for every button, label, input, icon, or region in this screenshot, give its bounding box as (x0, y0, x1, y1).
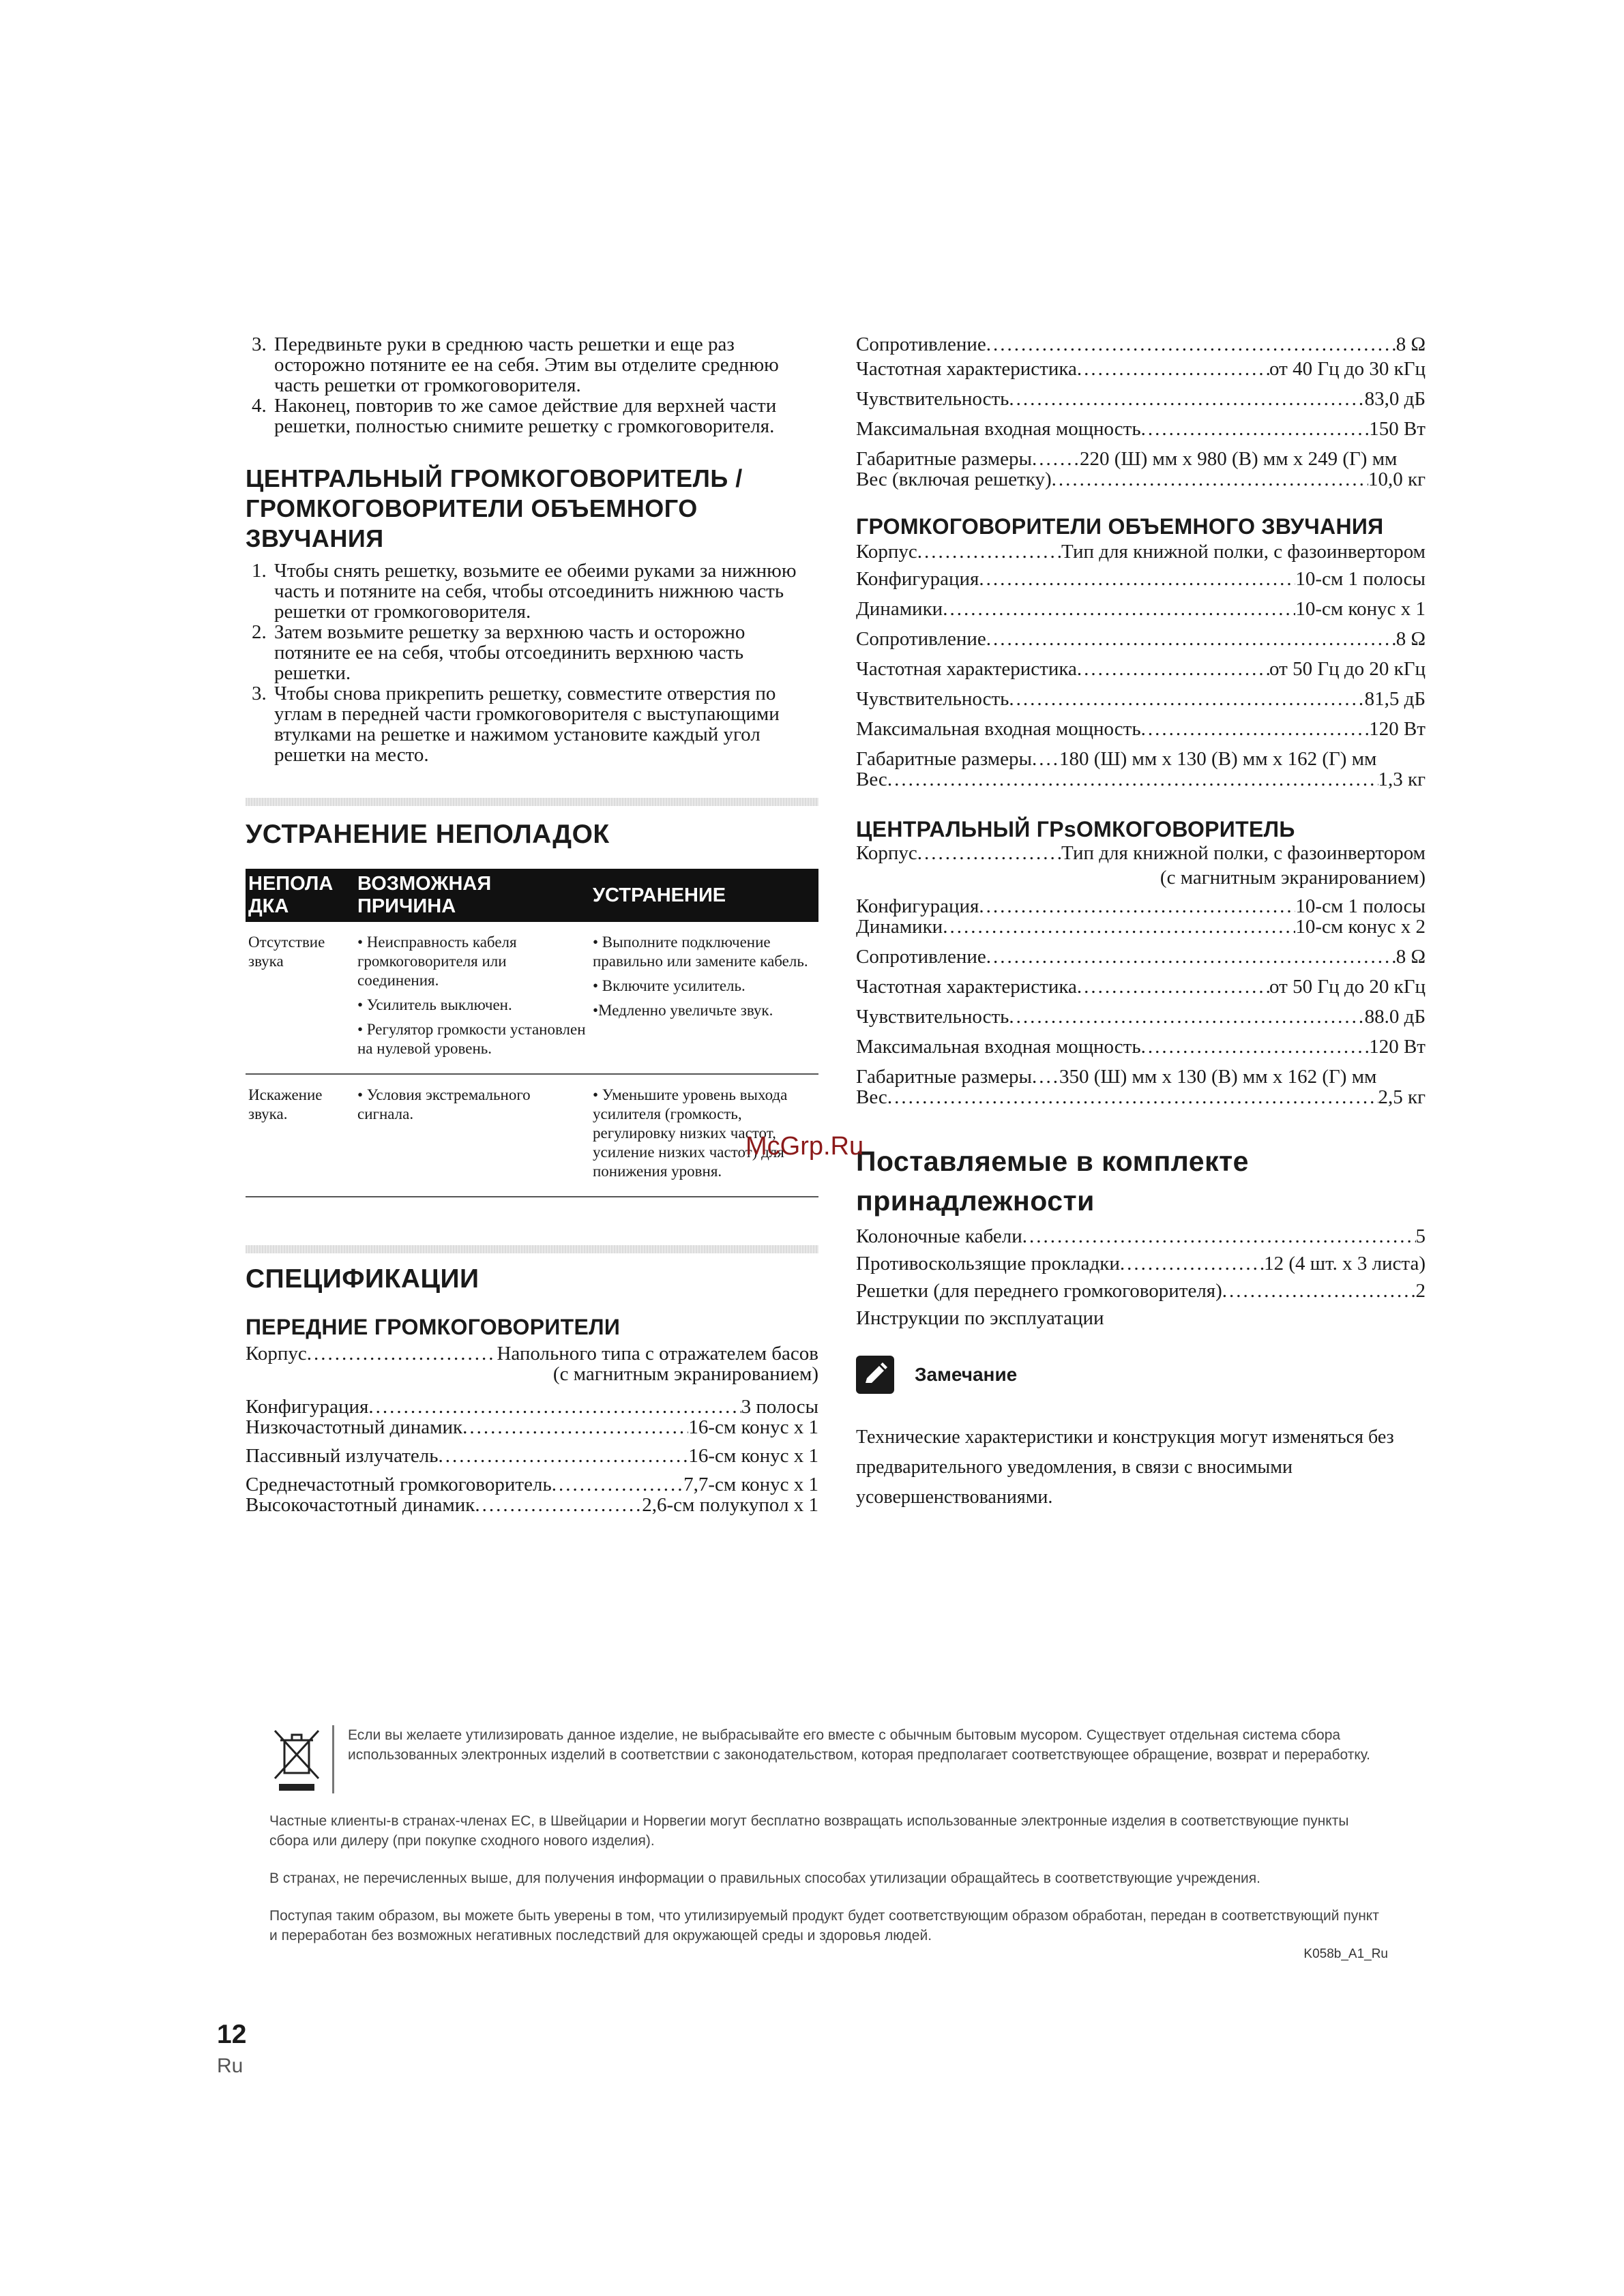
spec-value: 5 (1415, 1225, 1426, 1247)
spec-row (856, 1226, 1426, 1247)
troubleshooting-table (246, 869, 818, 1197)
front-spec-continued (856, 334, 1426, 490)
spec-row (856, 916, 1426, 937)
spec-label: Чувствительность (856, 688, 1009, 710)
spec-row (856, 1253, 1426, 1274)
spec-label: Частотная характеристика (856, 358, 1077, 380)
spec-value: 180 (Ш) мм x 130 (В) мм x 162 (Г) мм (1059, 748, 1377, 770)
spec-label: Низкочастотный динамик (246, 1416, 463, 1438)
spec-value: 10-см конус x 2 (1295, 916, 1426, 938)
center-speaker-heading: ЦЕНТРАЛЬНЫЙ ГРsОМКОГОВОРИТЕЛЬ (856, 817, 1295, 841)
spec-value: 3 полосы (741, 1396, 818, 1418)
spec-value: 16-см конус x 1 (688, 1445, 818, 1467)
remedy-cell (590, 922, 818, 1074)
spec-label: Сопротивление (856, 628, 986, 650)
note-text: Технические характеристики и конструкция могут изменяться без предварительного уведомления, в связи с вносимыми усовершенствованиями. (856, 1427, 1394, 1508)
cause-item: • Неисправность кабеля громкоговорителя или соединения. (357, 934, 517, 989)
spec-continuation: (с магнитным экранированием) (1160, 867, 1426, 889)
step-item: 3. Чтобы снова прикрепить решетку, совместите отверстия по углам в передней части громкоговорителя с выступающими втулками на решетке и нажимом установите каждый угол решетки на место. (271, 683, 818, 765)
spec-label: Частотная характеристика (856, 658, 1077, 680)
spec-continuation: (с магнитным экранированием) (552, 1363, 818, 1385)
step-item: 4. Наконец, повторив то же самое действие для верхней части решетки, полностью снимите решетку с громкоговорителя. (271, 396, 818, 436)
table-header-row (246, 869, 818, 922)
spec-row (856, 569, 1426, 589)
front-speakers-heading: ПЕРЕДНИЕ ГРОМКОГОВОРИТЕЛИ (246, 1315, 621, 1339)
spec-row (856, 419, 1426, 439)
spec-value: 2,6-см полукупол x 1 (642, 1494, 818, 1516)
spec-row (856, 449, 1426, 469)
table-row (246, 1074, 818, 1197)
spec-label: Динамики (856, 598, 943, 620)
spec-label: Вес (856, 1086, 887, 1108)
spec-label: Пассивный излучатель (246, 1445, 439, 1467)
cause-item: • Регулятор громкости установлен на нулевой уровень. (357, 1021, 586, 1057)
spec-label: Габаритные размеры (856, 448, 1032, 470)
spec-label: Решетки (для переднего громкоговорителя) (856, 1280, 1222, 1302)
spec-value: 8 Ω (1396, 333, 1426, 355)
spec-row (856, 719, 1426, 739)
spec-value: 1,3 кг (1378, 769, 1426, 790)
spec-label: Корпус (856, 541, 917, 563)
remedy-item: •Медленно увеличьте звук. (593, 1002, 773, 1019)
spec-label: Чувствительность (856, 1006, 1009, 1028)
spec-value: 150 Вт (1369, 418, 1426, 440)
spec-value: 220 (Ш) мм x 980 (В) мм x 249 (Г) мм (1079, 448, 1398, 470)
spec-value: 2,5 кг (1378, 1086, 1426, 1108)
spec-label: Чувствительность (856, 388, 1009, 410)
spec-row (856, 629, 1426, 649)
remedy-item: • Уменьшите уровень выхода усилителя (громкость, регулировку низких частот, усиление низких частот) для понижения уровня. (593, 1086, 788, 1180)
problem-cell: Искажение звука. (246, 1074, 355, 1197)
spec-value: от 50 Гц до 20 кГц (1269, 976, 1426, 998)
section-divider (246, 1245, 818, 1253)
cause-cell (355, 922, 590, 1074)
spec-row (856, 359, 1426, 379)
problem-cell: Отсутствие звука (246, 922, 355, 1074)
spec-label: Инструкции по эксплуатации (856, 1307, 1104, 1329)
spec-value: 7,7-см конус x 1 (683, 1474, 818, 1495)
spec-row (856, 1007, 1426, 1027)
spec-label: Корпус (856, 842, 917, 864)
spec-row (246, 1446, 818, 1466)
recycling-boxed-text: Если вы желаете утилизировать данное изделие, не выбрасывайте его вместе с обычным бытовым мусором. Существует отдельная система сбора использованных электронных изделий в соответствии с законодательством, которая предполагает соответствующее обращение, возврат и переработку. (348, 1727, 1370, 1763)
grille-removal-steps (246, 334, 818, 436)
spec-value: Напольного типа с отражателем басов (497, 1343, 818, 1365)
spec-value: 10,0 кг (1368, 468, 1426, 490)
language-code: Ru (217, 2055, 243, 2077)
document-code: K058b_A1_Ru (1303, 1947, 1388, 1961)
center-spec-list (856, 843, 1426, 1107)
spec-value: 83,0 дБ (1364, 388, 1426, 410)
right-column (856, 334, 1426, 1512)
spec-row (856, 1087, 1426, 1107)
remedy-item: • Выполните подключение правильно или замените кабель. (593, 934, 808, 970)
spec-value: 12 (4 шт. x 3 листа) (1264, 1253, 1426, 1274)
recycling-box (269, 1725, 1388, 1793)
spec-row (856, 689, 1426, 709)
spec-value: от 50 Гц до 20 кГц (1269, 658, 1426, 680)
spec-row (856, 1067, 1426, 1087)
spec-label: Сопротивление (856, 946, 986, 968)
troubleshooting-heading: УСТРАНЕНИЕ НЕПОЛАДОК (246, 820, 610, 849)
spec-row (856, 469, 1426, 490)
spec-label: Вес (включая решетку) (856, 468, 1052, 490)
spec-row (246, 1474, 818, 1495)
cause-cell (355, 1074, 590, 1197)
col-header-cause: ВОЗМОЖНАЯ ПРИЧИНА (355, 869, 590, 922)
spec-value: 120 Вт (1369, 718, 1426, 740)
spec-row (856, 976, 1426, 997)
recycling-notice (269, 1725, 1388, 1962)
accessories-heading: Поставляемые в комплекте принадлежности (856, 1146, 1249, 1217)
spec-label: Конфигурация (856, 568, 979, 590)
left-column (246, 334, 818, 1515)
spec-value: 350 (Ш) мм x 130 (В) мм x 162 (Г) мм (1059, 1066, 1377, 1088)
spec-label: Максимальная входная мощность (856, 418, 1141, 440)
surround-speakers-heading: ГРОМКОГОВОРИТЕЛИ ОБЪЕМНОГО ЗВУЧАНИЯ (856, 514, 1384, 539)
spec-value: Тип для книжной полки, с фазоинвертором (1061, 541, 1426, 563)
surround-spec-list (856, 541, 1426, 790)
watermark: McGrp.Ru (745, 1132, 864, 1161)
spec-row (856, 659, 1426, 679)
spec-row (246, 1495, 818, 1515)
spec-label: Вес (856, 769, 887, 790)
table-row (246, 922, 818, 1074)
spec-row (856, 769, 1426, 790)
spec-row (856, 389, 1426, 409)
col-header-problem: НЕПОЛА ДКА (246, 869, 355, 922)
note-header (856, 1356, 1426, 1394)
note-title: Замечание (915, 1364, 1018, 1385)
spec-value: 10-см 1 полосы (1295, 568, 1426, 590)
spec-row (856, 1037, 1426, 1057)
spec-row (246, 1417, 818, 1437)
spec-label: Частотная характеристика (856, 976, 1077, 998)
col-header-remedy: УСТРАНЕНИЕ (590, 869, 818, 922)
spec-label: Максимальная входная мощность (856, 718, 1141, 740)
spec-label: Конфигурация (856, 895, 979, 917)
spec-label: Противоскользящие прокладки (856, 1253, 1120, 1274)
spec-row (856, 599, 1426, 619)
spec-value: 120 Вт (1369, 1036, 1426, 1058)
spec-value: 16-см конус x 1 (688, 1416, 818, 1438)
spec-value: от 40 Гц до 30 кГц (1269, 358, 1426, 380)
spec-row (856, 1281, 1426, 1301)
center-surround-steps (246, 561, 818, 765)
spec-value: 2 (1415, 1280, 1426, 1302)
spec-label: Габаритные размеры (856, 748, 1032, 770)
spec-label: Габаритные размеры (856, 1066, 1032, 1088)
section-divider (246, 798, 818, 806)
spec-value: 10-см конус x 1 (1295, 598, 1426, 620)
step-item: 1. Чтобы снять решетку, возьмите ее обеими руками за нижнюю часть и потяните на себя, чтобы отсоединить нижнюю часть решетки от громкоговорителя. (271, 561, 818, 622)
step-item: 2. Затем возьмите решетку за верхнюю часть и осторожно потяните ее на себя, чтобы отсоединить верхнюю часть решетки. (271, 622, 818, 683)
page-footer (217, 2020, 246, 2078)
remedy-item: • Включите усилитель. (593, 977, 745, 994)
spec-label: Корпус (246, 1343, 307, 1365)
spec-label: Сопротивление (856, 333, 986, 355)
pencil-icon (856, 1356, 894, 1394)
spec-row (856, 896, 1426, 916)
spec-row (856, 843, 1426, 863)
spec-label: Высокочастотный динамик (246, 1494, 475, 1516)
spec-label: Конфигурация (246, 1396, 369, 1418)
page-number: 12 (217, 2020, 247, 2049)
spec-label: Среднечастотный громкоговоритель (246, 1474, 552, 1495)
recycling-paragraph: В странах, не перечисленных выше, для получения информации о правильных способах утилизации обращайтесь в соответствующие учреждения. (269, 1870, 1260, 1886)
recycling-paragraph: Поступая таким образом, вы можете быть уверены в том, что утилизируемый продукт будет соответствующим образом обработан, передан в соответствующий пункт и переработан без возможных негативных последствий для окружающей среды и здоровья людей. (269, 1908, 1379, 1943)
spec-value: Тип для книжной полки, с фазоинвертором (1061, 842, 1426, 864)
spec-label: Максимальная входная мощность (856, 1036, 1141, 1058)
spec-row (856, 946, 1426, 967)
spec-label: Колоночные кабели (856, 1225, 1022, 1247)
front-spec-list (246, 1343, 818, 1515)
crossed-bin-icon (269, 1725, 324, 1793)
step-item: 3. Передвиньте руки в среднюю часть решетки и еще раз осторожно потяните ее на себя. Этим вы отделите среднюю часть решетки от громкоговорителя. (271, 334, 818, 396)
center-surround-heading: ЦЕНТРАЛЬНЫЙ ГРОМКОГОВОРИТЕЛЬ / ГРОМКОГОВОРИТЕЛИ ОБЪЕМНОГО ЗВУЧАНИЯ (246, 464, 743, 552)
spec-value: 8 Ω (1396, 946, 1426, 968)
spec-row (856, 334, 1426, 355)
spec-row (856, 541, 1426, 562)
spec-row (856, 749, 1426, 769)
spec-row (246, 1343, 818, 1364)
spec-row (246, 1397, 818, 1417)
spec-value: 8 Ω (1396, 628, 1426, 650)
cause-item: • Условия экстремального сигнала. (357, 1086, 531, 1122)
spec-value: 10-см 1 полосы (1295, 895, 1426, 917)
spec-value: 81,5 дБ (1364, 688, 1426, 710)
cause-item: • Усилитель выключен. (357, 996, 512, 1013)
spec-value: 88.0 дБ (1364, 1006, 1426, 1028)
recycling-paragraph: Частные клиенты-в странах-членах ЕС, в Швейцарии и Норвегии могут бесплатно возвращать использованные электронные изделия в соответствующие пункты сбора или дилеру (при покупке сходного нового изделия). (269, 1813, 1349, 1849)
accessories-list (856, 1226, 1426, 1328)
spec-label: Динамики (856, 916, 943, 938)
specs-heading: СПЕЦИФИКАЦИИ (246, 1264, 479, 1294)
